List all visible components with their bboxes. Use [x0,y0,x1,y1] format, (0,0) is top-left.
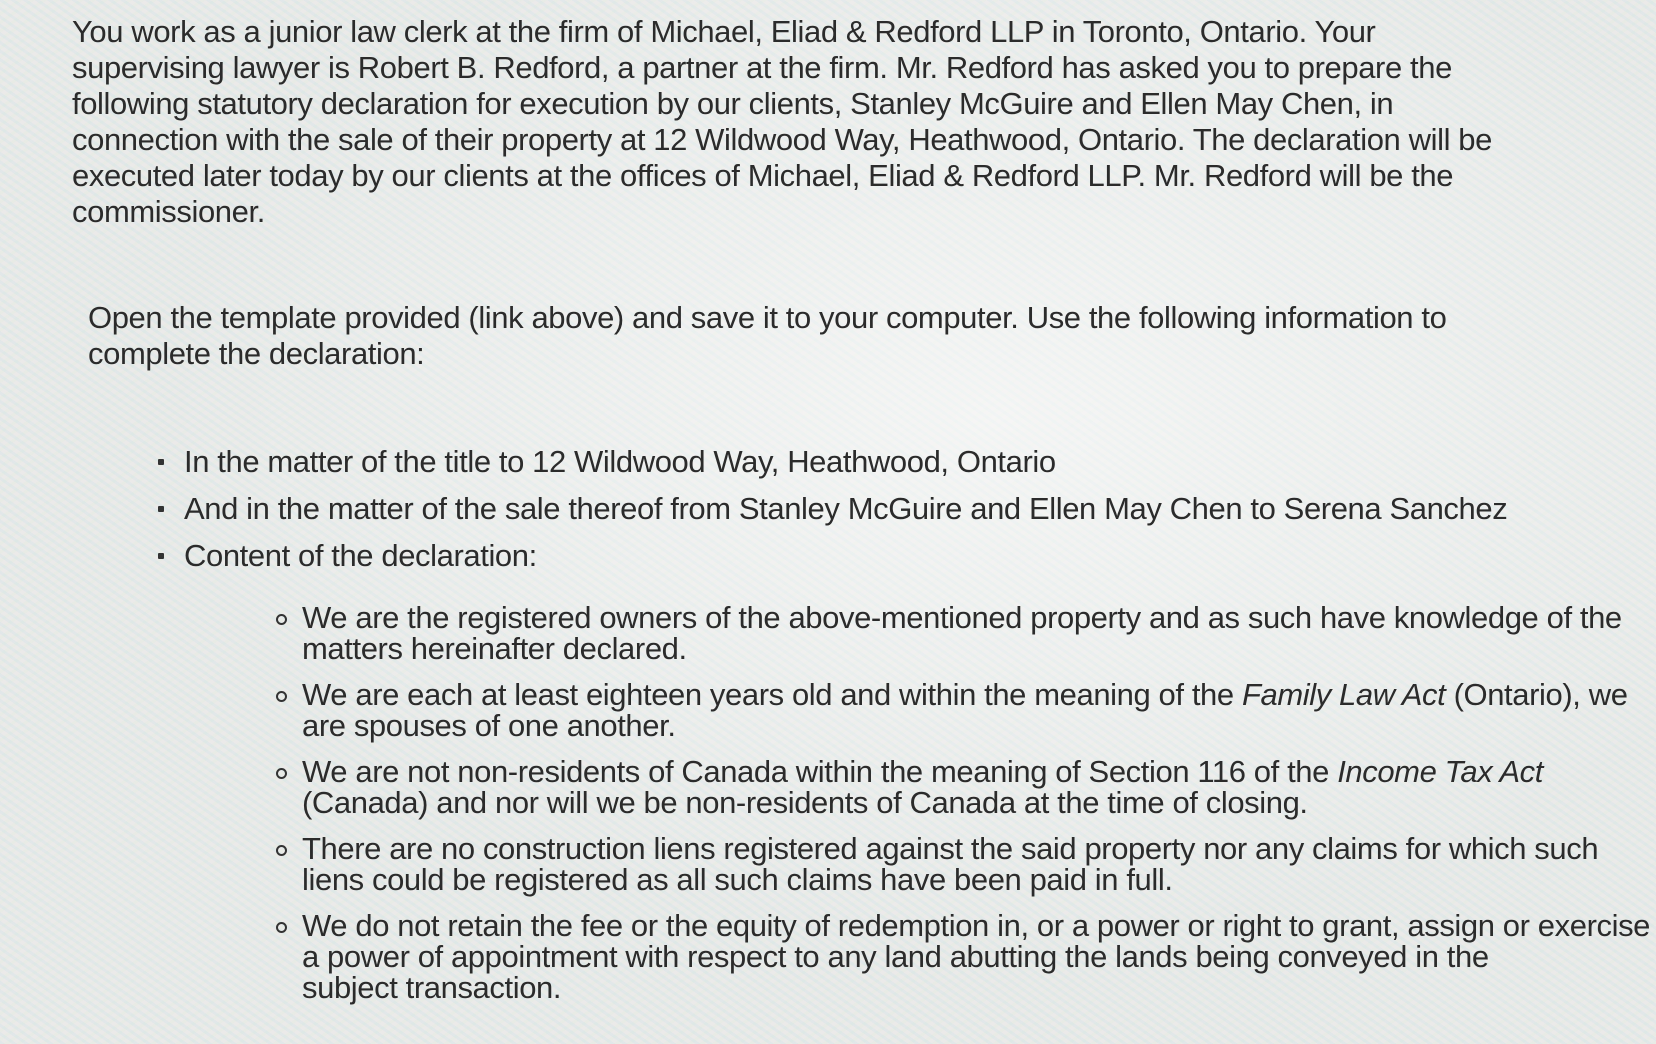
list-item [276,756,1656,818]
declaration-item-residency-text-a: We are not non-residents of Canada within the meaning of Section 116 of the [302,754,1338,789]
list-item [158,444,1572,480]
declaration-content-list [184,600,1656,1005]
declaration-item-cut-off-text: subject transaction. [302,970,562,1005]
circle-bullet-icon [276,691,287,702]
circle-bullet-icon [276,922,287,933]
circle-bullet-icon [276,845,287,856]
info-bullet-list [72,444,1651,1005]
bullet-icon [158,506,164,512]
income-tax-act-title: Income Tax Act [1337,754,1543,789]
bullet-text-content-heading: Content of the declaration: [184,538,537,573]
list-item [276,833,1656,895]
declaration-item-owners: We are the registered owners of the above-mentioned property and as such have knowledge of the matters hereinafter declared. [302,600,1622,666]
circle-bullet-icon [276,614,287,625]
declaration-item-residency-text-b: (Canada) and nor will we be non-residents of Canada at the time of closing. [302,785,1308,820]
document-page [72,14,1651,1005]
bullet-text-sale-matter: And in the matter of the sale thereof from Stanley McGuire and Ellen May Chen to Serena Sanchez [184,491,1508,526]
declaration-item-spouses [302,677,1628,743]
list-item [158,491,1572,527]
declaration-item-spouses-text-b: (Ontario), we are spouses of one another. [302,677,1628,743]
list-item [276,908,1656,1005]
declaration-item-residency [302,754,1543,820]
circle-bullet-icon [276,768,287,779]
family-law-act-title: Family Law Act [1241,677,1446,712]
declaration-item-abutting-lands: We do not retain the fee or the equity of redemption in, or a power or right to grant, assign or exercise a power of appointment with respect to any land abutting the lands being conveyed in the [302,908,1651,974]
list-item [276,679,1656,741]
list-item [158,538,1651,1005]
list-item [276,602,1656,664]
declaration-item-liens: There are no construction liens registered against the said property nor any claims for which such liens could be registered as all such claims have been paid in full. [302,831,1599,897]
declaration-item-spouses-text-a: We are each at least eighteen years old and within the meaning of the [302,677,1242,712]
bullet-icon [158,553,164,559]
instruction-paragraph: Open the template provided (link above) and save it to your computer. Use the following information to complete the declaration: [88,300,1447,371]
bullet-text-title-matter: In the matter of the title to 12 Wildwood Way, Heathwood, Ontario [184,444,1056,479]
intro-paragraph: You work as a junior law clerk at the firm of Michael, Eliad & Redford LLP in Toronto, Ontario. Your supervising lawyer is Robert B. Redford, a partner at the firm. Mr. Redford has asked you to prepare the following statutory declaration for execution by our clients, Stanley McGuire and Ellen May Chen, in connection with the sale of their property at 12 Wildwood Way, Heathwood, Ontario. The declaration will be executed later today by our clients at the offices of Michael, Eliad & Redford LLP. Mr. Redford will be the commissioner. [72,14,1492,229]
bullet-icon [158,459,164,465]
